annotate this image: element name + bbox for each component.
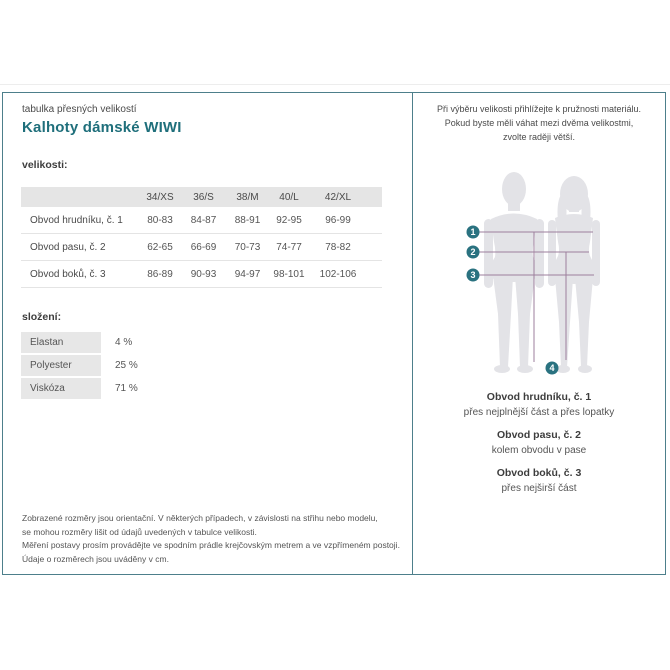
fit-advice-line: Pokud byste měli váhat mezi dvěma velikostmi, — [444, 118, 634, 128]
cell: 84-87 — [190, 214, 217, 226]
size-table-header — [21, 187, 382, 207]
row-label: Obvod boků, č. 3 — [30, 268, 106, 280]
material-percent: 71 % — [115, 383, 138, 394]
size-table — [21, 187, 382, 288]
marker-4-label: 4 — [549, 363, 555, 374]
fit-advice — [413, 102, 665, 144]
material-name: Viskóza — [21, 378, 101, 399]
measure-title: Obvod boků, č. 3 — [496, 467, 582, 479]
measure-title: Obvod hrudníku, č. 1 — [486, 391, 592, 403]
material-percent: 25 % — [115, 360, 138, 371]
table-row — [21, 234, 382, 261]
material-name: Polyester — [21, 355, 101, 376]
column-header: 36/S — [193, 191, 214, 203]
body-measurement-diagram — [413, 162, 666, 380]
fit-advice-line: Při výběru velikosti přihlížejte k pružnosti materiálu. — [436, 104, 642, 114]
measure-block — [413, 428, 665, 458]
cell: 92-95 — [276, 214, 302, 226]
cell: 88-91 — [234, 214, 261, 226]
cell: 90-93 — [190, 268, 217, 280]
row-label: Obvod hrudníku, č. 1 — [30, 214, 123, 226]
column-header: 34/XS — [146, 191, 174, 203]
measure-title: Obvod pasu, č. 2 — [496, 429, 582, 441]
disclaimer-line: Údaje o rozměrech jsou uváděny v cm. — [22, 553, 169, 564]
composition-row — [21, 378, 221, 399]
measure-block — [413, 466, 665, 496]
cell: 102-106 — [319, 268, 357, 280]
measure-desc: přes nejširší část — [501, 483, 577, 494]
disclaimer-line: se mohou rozměry lišit od údajů uvedených v tabulce velikosti. — [22, 526, 257, 537]
table-eyebrow: tabulka přesných velikostí — [22, 104, 137, 115]
cell: 98-101 — [273, 268, 305, 280]
male-silhouette — [484, 172, 544, 373]
row-label: Obvod pasu, č. 2 — [30, 241, 106, 253]
cell: 86-89 — [147, 268, 173, 280]
cell: 80-83 — [147, 214, 173, 226]
cell: 96-99 — [325, 214, 351, 226]
measure-block — [413, 390, 665, 420]
column-header: 38/M — [236, 191, 259, 203]
measure-desc: kolem obvodu v pase — [491, 445, 587, 456]
fit-advice-line: zvolte raději větší. — [502, 132, 576, 142]
size-chart-panel — [2, 92, 666, 575]
cell: 74-77 — [276, 241, 302, 253]
material-name: Elastan — [21, 332, 101, 353]
column-header: 40/L — [279, 191, 299, 203]
marker-1-label: 1 — [470, 227, 476, 238]
table-row — [21, 261, 382, 288]
disclaimer-line: Zobrazené rozměry jsou orientační. V některých případech, v závislosti na střihu nebo modelu, — [22, 513, 378, 523]
cell: 94-97 — [234, 268, 261, 280]
product-title: Kalhoty dámské WIWI — [22, 119, 182, 136]
cell: 78-82 — [325, 241, 351, 253]
marker-3-label: 3 — [470, 270, 476, 281]
sizes-section-label: velikosti: — [22, 159, 68, 171]
table-row — [21, 207, 382, 234]
composition-row — [21, 355, 221, 376]
measure-desc: přes nejplnější část a přes lopatky — [463, 407, 615, 418]
cell: 66-69 — [190, 241, 217, 253]
top-separator — [0, 84, 670, 85]
cell: 62-65 — [147, 241, 173, 253]
cell: 70-73 — [234, 241, 261, 253]
measurement-lines — [475, 232, 594, 362]
marker-2-label: 2 — [470, 247, 476, 258]
measure-descriptions — [413, 390, 665, 504]
disclaimer-line: Měření postavy prosím provádějte ve spodním prádle krejčovským metrem a ve vzpřímeném postoji. — [22, 540, 400, 550]
material-percent: 4 % — [115, 337, 133, 348]
column-header: 42/XL — [324, 191, 352, 203]
disclaimer — [22, 512, 410, 566]
composition-row — [21, 332, 221, 353]
composition-section-label: složení: — [22, 311, 62, 323]
composition-list — [21, 332, 221, 401]
